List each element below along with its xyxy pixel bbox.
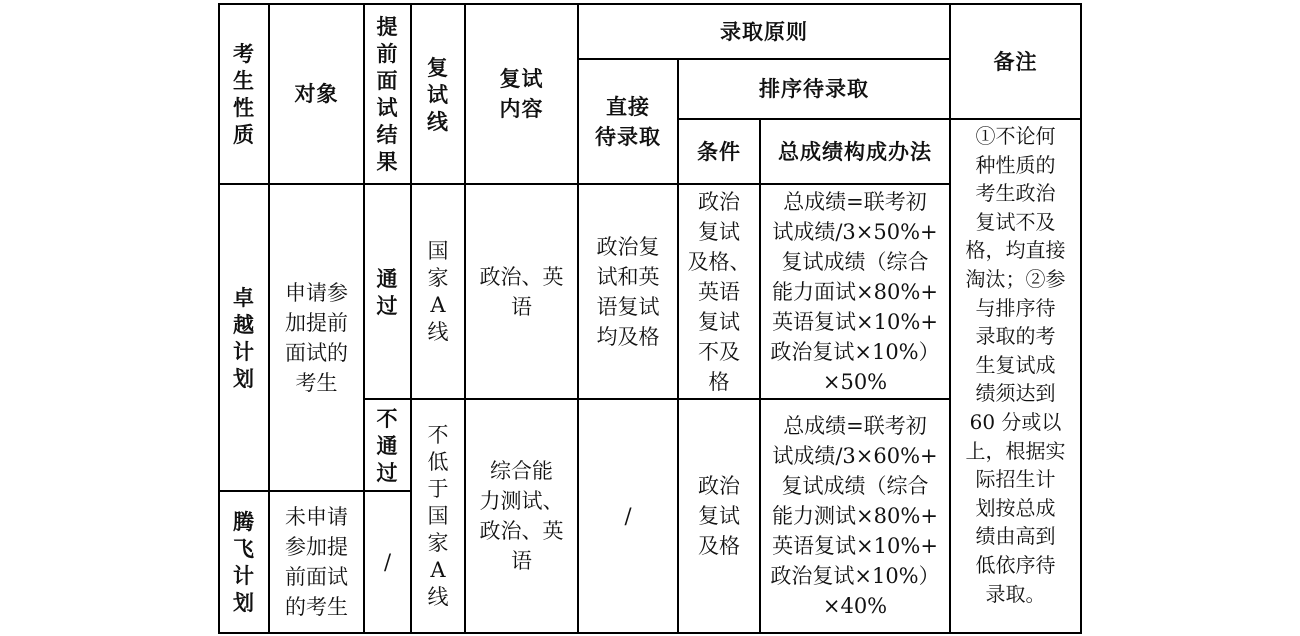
header-ranked-admission: 排序待录取 bbox=[677, 58, 951, 120]
method-40-percent: 总成绩=联考初 试成绩/3×60%+ 复试成绩（综合 能力测试×80%+ 英语复试×10%+ 政治复试×10%） ×40% bbox=[759, 398, 951, 634]
header-direct-admission: 直接 待录取 bbox=[577, 58, 679, 185]
condition-english-fail: 政治 复试 及格、 英语 复试 不及 格 bbox=[677, 183, 761, 400]
nature-soaring-plan: 腾 飞 计 划 bbox=[218, 490, 270, 634]
line-not-below-national-a: 不 低 于 国 家 A 线 bbox=[410, 398, 466, 634]
header-pre-interview-result: 提 前 面 试 结 果 bbox=[363, 3, 412, 185]
header-admission-principle: 录取原则 bbox=[577, 3, 951, 60]
header-retest-line: 复 试 线 bbox=[410, 3, 466, 185]
line-national-a: 国 家 A 线 bbox=[410, 183, 466, 400]
nature-excellence-plan: 卓 越 计 划 bbox=[218, 183, 270, 492]
header-target: 对象 bbox=[268, 3, 365, 185]
admission-table bbox=[218, 3, 1082, 634]
target-excellence-plan: 申请参 加提前 面试的 考生 bbox=[268, 183, 365, 492]
result-none: / bbox=[363, 490, 412, 634]
direct-admission-none: / bbox=[577, 398, 679, 634]
header-total-score-method: 总成绩构成办法 bbox=[759, 118, 951, 185]
condition-politics-pass: 政治 复试 及格 bbox=[677, 398, 761, 634]
direct-admission-both-pass: 政治复 试和英 语复试 均及格 bbox=[577, 183, 679, 400]
remarks-text: ①不论何 种性质的 考生政治 复试不及 格，均直接 淘汰；②参 与排序待 录取的考 生复试成 绩须达到 60 分或以 上，根据实 际招生计 划按总成 绩由高到 低依序待 录取。 bbox=[949, 118, 1082, 634]
method-50-percent: 总成绩=联考初 试成绩/3×50%+ 复试成绩（综合 能力面试×80%+ 英语复试×10%+ 政治复试×10%） ×50% bbox=[759, 183, 951, 400]
header-nature: 考 生 性 质 bbox=[218, 3, 270, 185]
content-politics-english: 政治、英 语 bbox=[464, 183, 579, 400]
result-not-passed: 不 通 过 bbox=[363, 398, 412, 492]
header-retest-content: 复试 内容 bbox=[464, 3, 579, 185]
header-remarks: 备注 bbox=[949, 3, 1082, 120]
result-passed: 通 过 bbox=[363, 183, 412, 400]
target-soaring-plan: 未申请 参加提 前面试 的考生 bbox=[268, 490, 365, 634]
content-comprehensive-test: 综合能 力测试、 政治、英 语 bbox=[464, 398, 579, 634]
header-condition: 条件 bbox=[677, 118, 761, 185]
